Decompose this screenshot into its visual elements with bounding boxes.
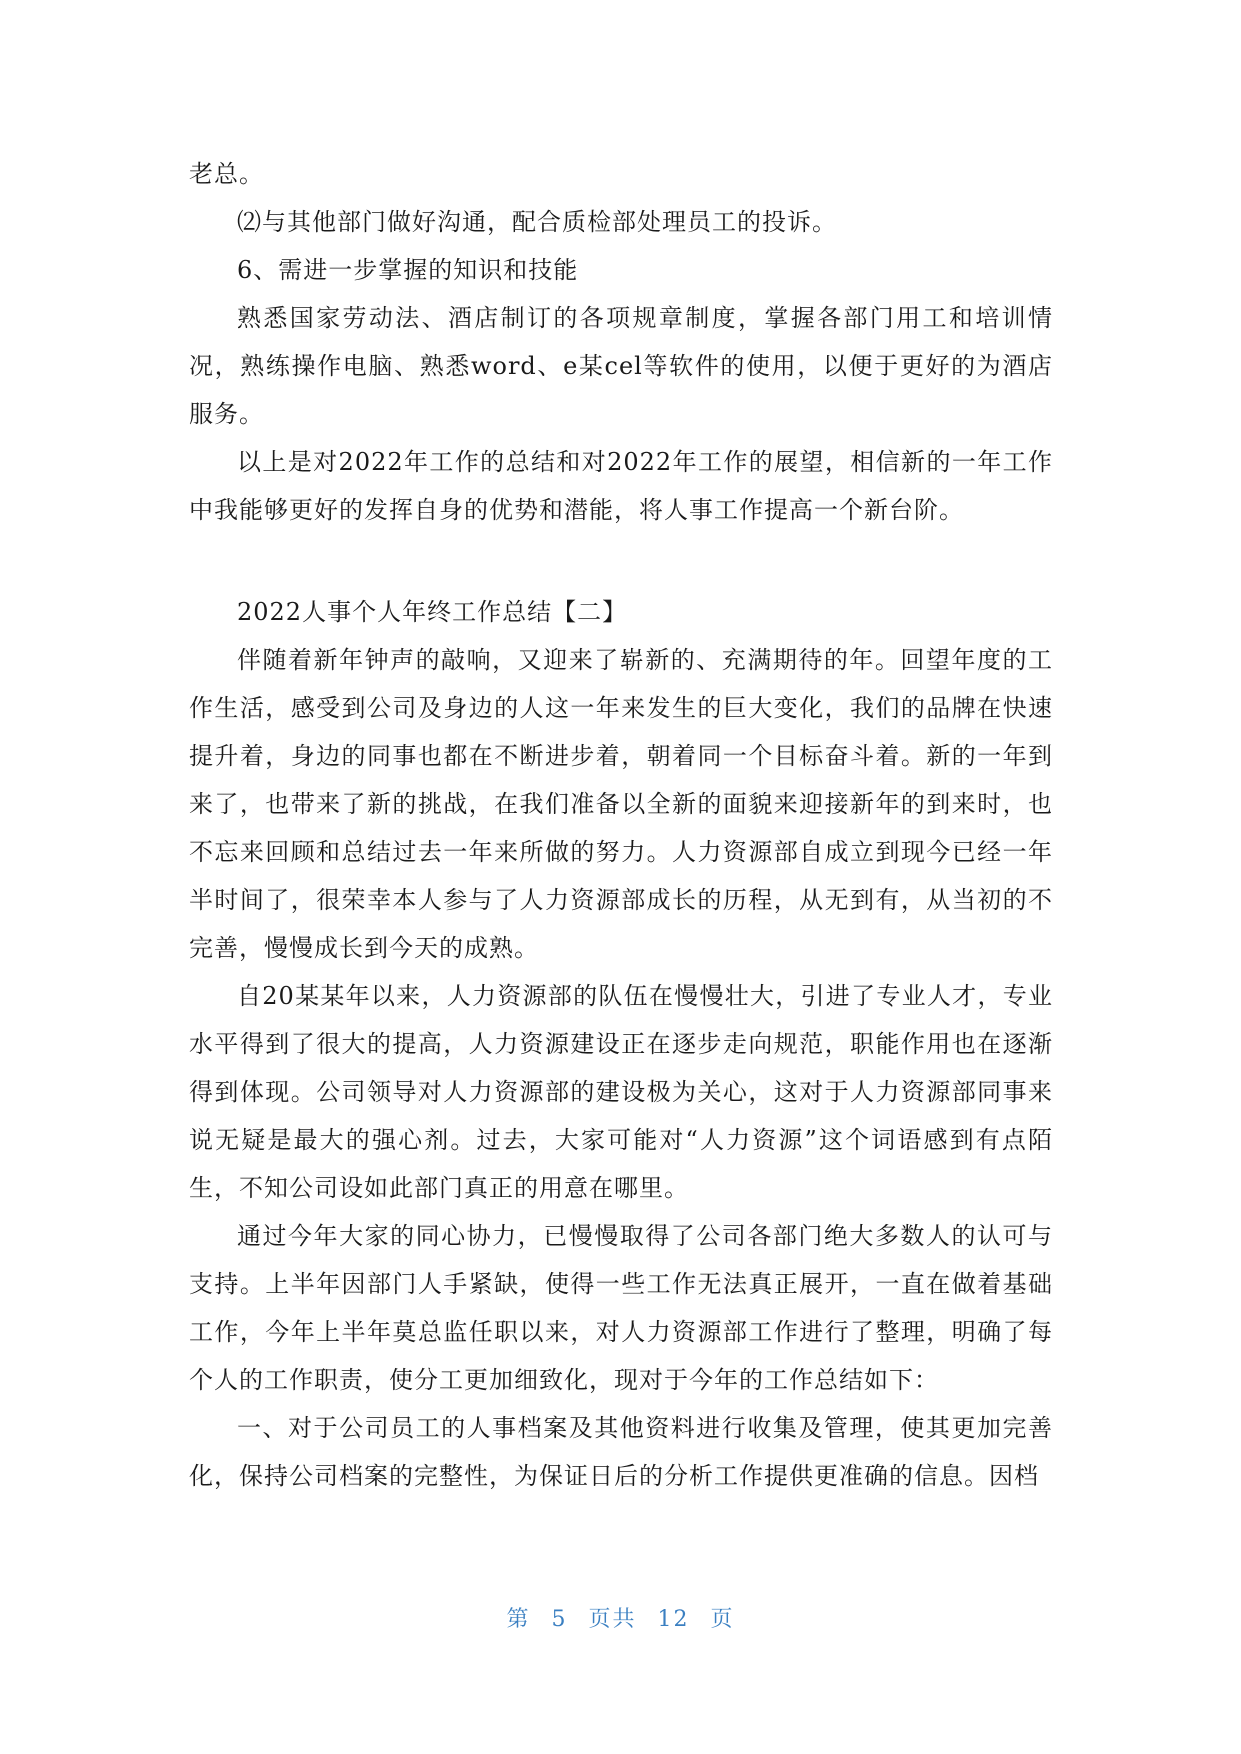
footer-middle: 页共 [588, 1607, 637, 1632]
paragraph: 自20某某年以来，人力资源部的队伍在慢慢壮大，引进了专业人才，专业水平得到了很大的提高，人力资源建设正在逐步走向规范，职能作用也在逐渐得到体现。公司领导对人力资源部的建设极为关心，这对于人力资源部同事来说无疑是最大的强心剂。过去，大家可能对“人力资源”这个词语感到有点陌生，不知公司设如此部门真正的用意在哪里。 [189, 982, 1053, 1202]
section-spacer [189, 534, 1053, 588]
paragraph: 以上是对2022年工作的总结和对2022年工作的展望，相信新的一年工作中我能够更好的发挥自身的优势和潜能，将人事工作提高一个新台阶。 [189, 448, 1053, 524]
section-heading: 2022人事个人年终工作总结【二】 [237, 598, 628, 626]
document-body [189, 150, 1053, 1500]
footer-current-page: 5 [551, 1607, 568, 1632]
paragraph: ⑵与其他部门做好沟通，配合质检部处理员工的投诉。 [237, 208, 837, 236]
footer-suffix: 页 [710, 1607, 735, 1632]
paragraph: 6、需进一步掌握的知识和技能 [237, 256, 579, 284]
footer-prefix: 第 [506, 1607, 531, 1632]
paragraph: 伴随着新年钟声的敲响，又迎来了崭新的、充满期待的年。回望年度的工作生活，感受到公司及身边的人这一年来发生的巨大变化，我们的品牌在快速提升着，身边的同事也都在不断进步着，朝着同一个目标奋斗着。新的一年到来了，也带来了新的挑战，在我们准备以全新的面貌来迎接新年的到来时，也不忘来回顾和总结过去一年来所做的努力。人力资源部自成立到现今已经一年半时间了，很荣幸本人参与了人力资源部成长的历程，从无到有，从当初的不完善，慢慢成长到今天的成熟。 [189, 646, 1053, 962]
paragraph: 熟悉国家劳动法、酒店制订的各项规章制度，掌握各部门用工和培训情况，熟练操作电脑、熟悉word、e某cel等软件的使用，以便于更好的为酒店服务。 [189, 304, 1053, 428]
paragraph: 老总。 [189, 160, 264, 188]
page-number-footer [0, 1602, 1241, 1633]
footer-total-pages: 12 [657, 1607, 690, 1632]
paragraph: 通过今年大家的同心协力，已慢慢取得了公司各部门绝大多数人的认可与支持。上半年因部门人手紧缺，使得一些工作无法真正展开，一直在做着基础工作，今年上半年莫总监任职以来，对人力资源部工作进行了整理，明确了每个人的工作职责，使分工更加细致化，现对于今年的工作总结如下： [189, 1222, 1053, 1394]
paragraph: 一、对于公司员工的人事档案及其他资料进行收集及管理，使其更加完善化，保持公司档案的完整性，为保证日后的分析工作提供更准确的信息。因档 [189, 1414, 1053, 1490]
